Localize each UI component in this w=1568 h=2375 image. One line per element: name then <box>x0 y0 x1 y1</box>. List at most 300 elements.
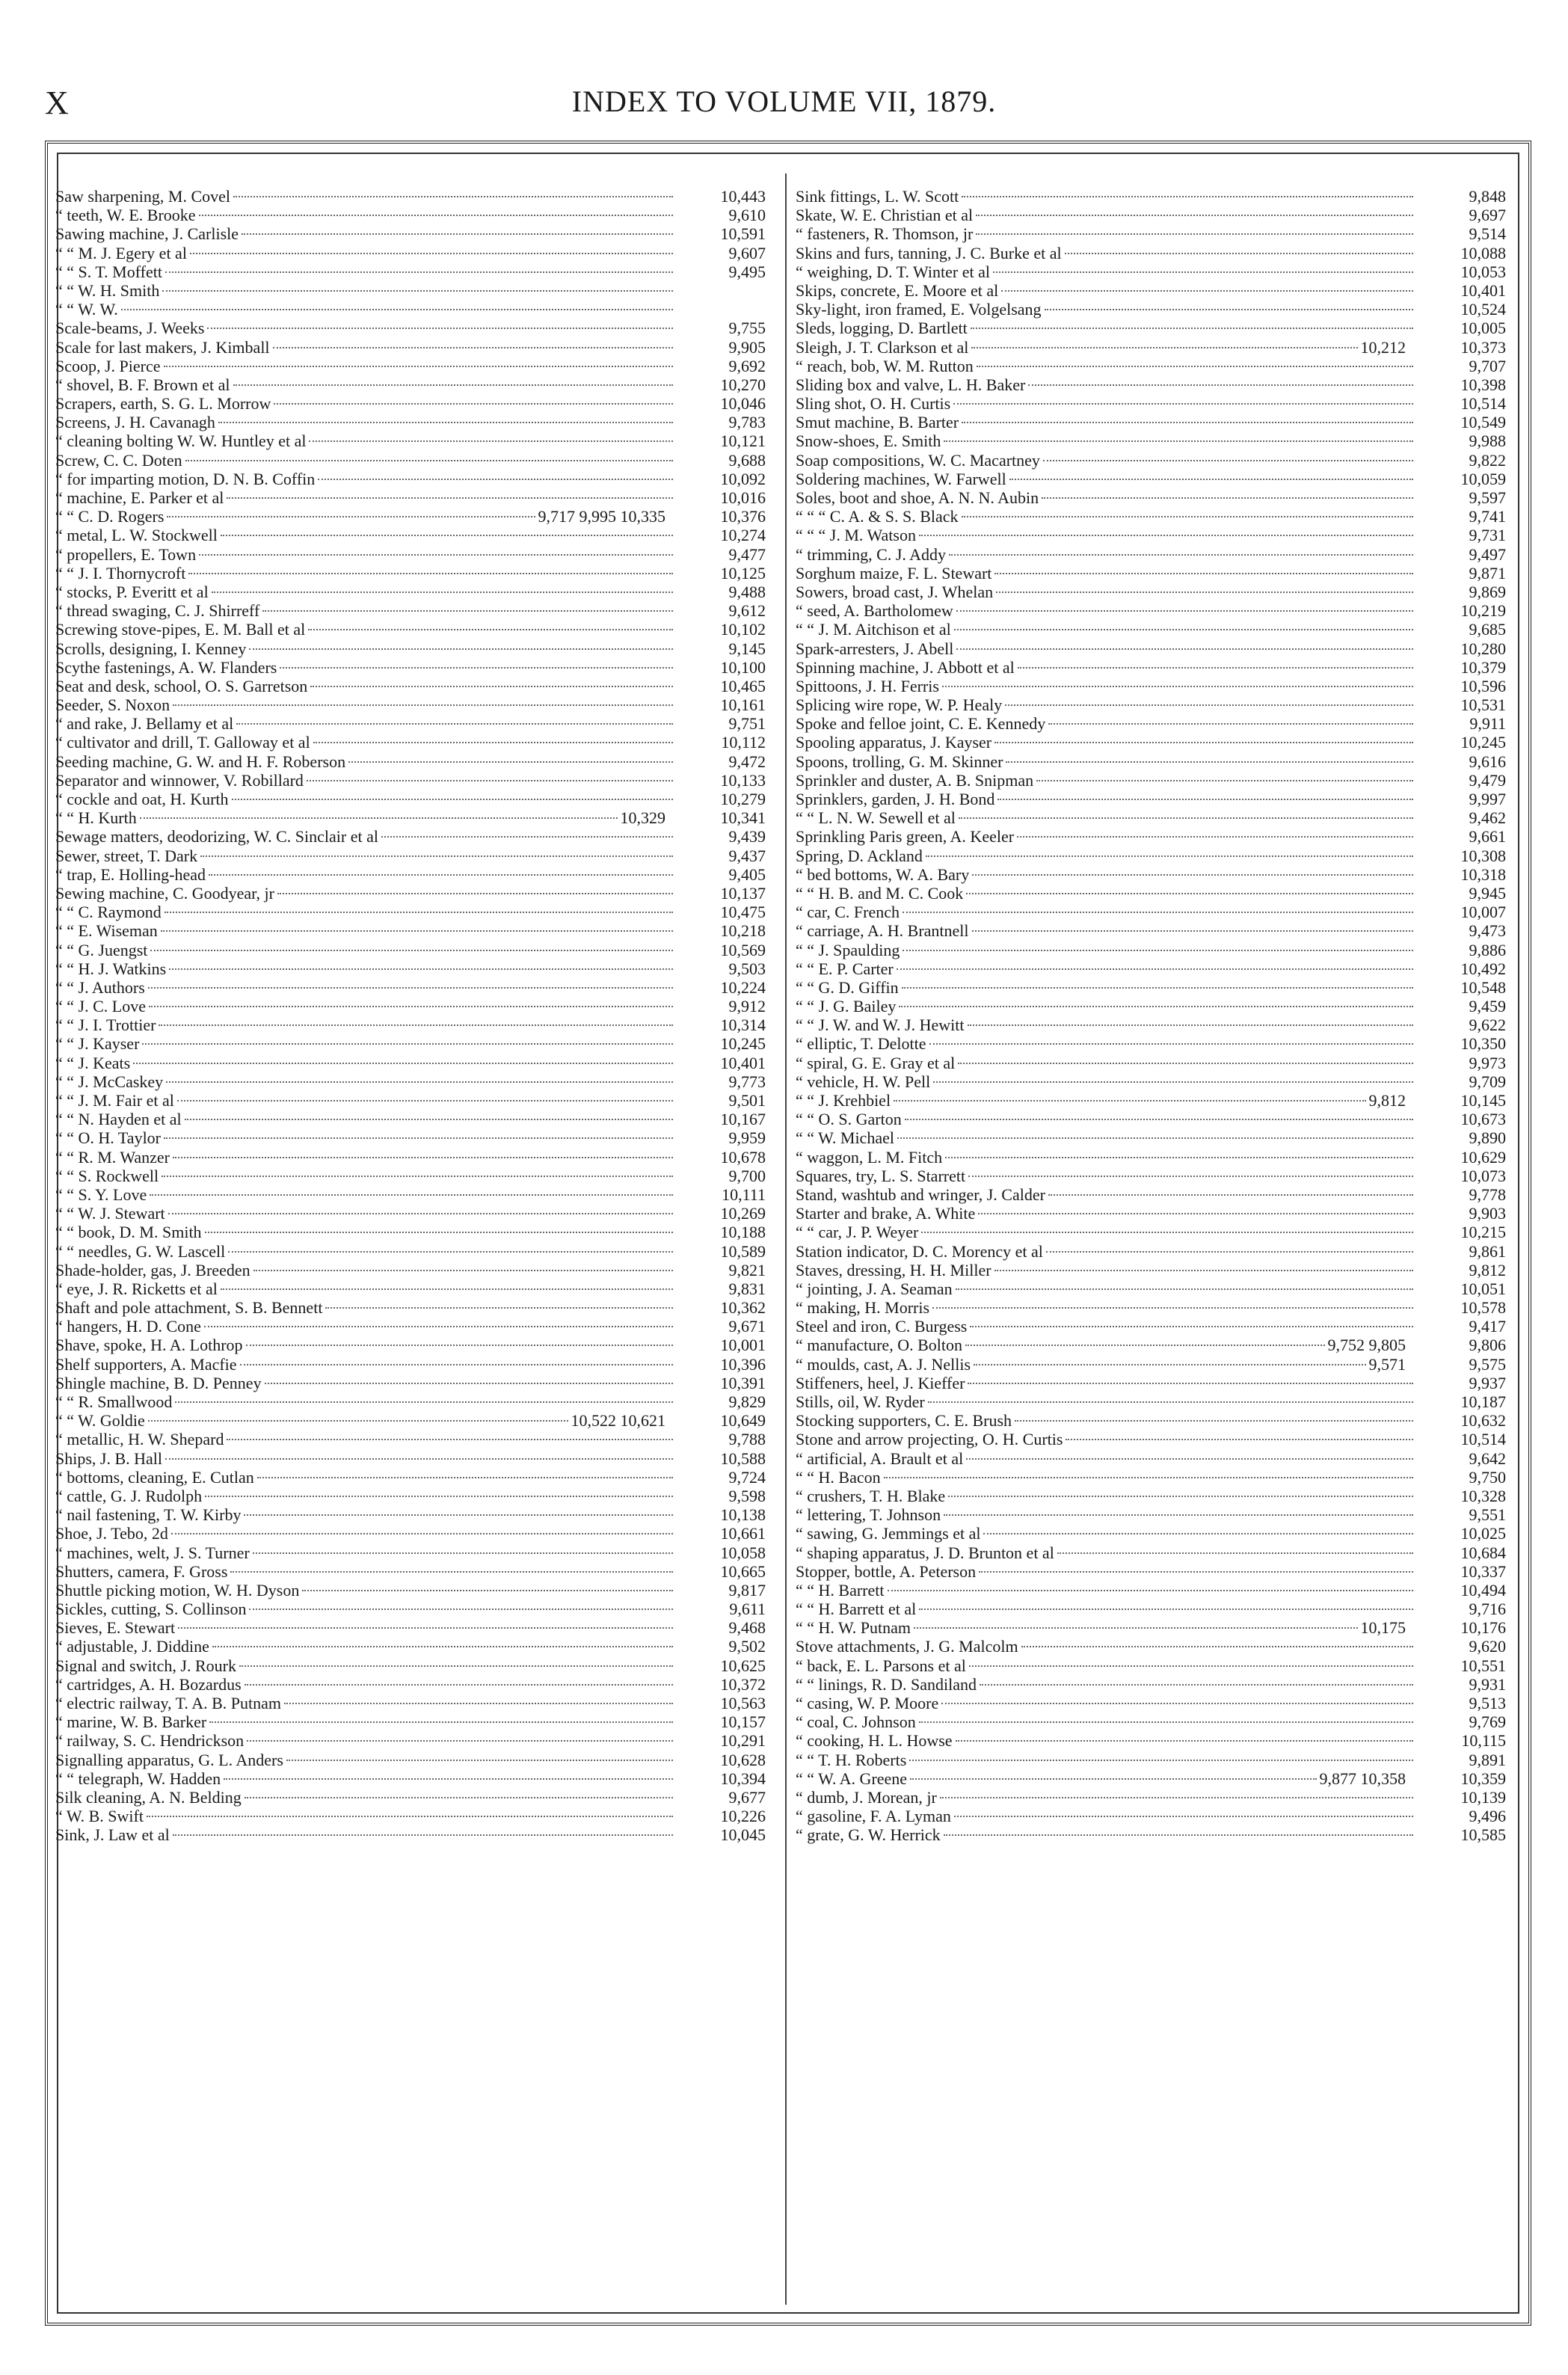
index-entry <box>796 583 1506 601</box>
entry-text: Steel and iron, C. Burgess <box>796 1317 968 1336</box>
leader-dots <box>1045 309 1413 310</box>
index-entry <box>796 1637 1506 1656</box>
entry-text: “ shaping apparatus, J. D. Brunton et al <box>796 1543 1054 1562</box>
entry-text: Sowers, broad cast, J. Whelan <box>796 582 994 601</box>
entry-text: Station indicator, D. C. Morency et al <box>796 1241 1043 1261</box>
index-entry <box>55 752 766 771</box>
leader-dots <box>945 1157 1413 1158</box>
entry-ref-number: 9,616 <box>1469 752 1506 771</box>
entry-ref-number: 10,314 <box>720 1016 766 1035</box>
index-entry <box>796 1261 1506 1279</box>
entry-ref-number: 10,226 <box>720 1807 766 1826</box>
entry-ref-number: 10,398 <box>1460 375 1506 394</box>
leader-dots <box>318 479 673 480</box>
entry-ref-number: 10,157 <box>720 1712 766 1732</box>
index-entry <box>55 1675 766 1694</box>
leader-dots <box>286 1760 673 1761</box>
page-title: INDEX TO VOLUME VII, 1879. <box>571 85 997 118</box>
entry-text: “ cockle and oat, H. Kurth <box>55 790 229 808</box>
leader-dots <box>956 1288 1413 1290</box>
entry-ref-number: 10,219 <box>1460 601 1506 621</box>
index-entry <box>55 1185 766 1204</box>
entry-ref-number: 9,692 <box>728 356 766 375</box>
leader-dots <box>309 440 673 442</box>
index-entry <box>55 1148 766 1167</box>
index-entry <box>55 319 766 337</box>
index-entry <box>796 752 1506 771</box>
index-entry <box>55 470 766 488</box>
leader-dots <box>1021 1646 1413 1647</box>
entry-text: “ “ C. Raymond <box>55 903 162 922</box>
index-entry <box>796 431 1506 450</box>
leader-dots <box>274 403 673 405</box>
index-entry <box>55 978 766 997</box>
entry-text: “ “ “ C. A. & S. S. Black <box>796 507 959 526</box>
leader-dots <box>140 817 618 819</box>
entry-ref-number: 9,479 <box>1469 770 1506 790</box>
leader-dots <box>1015 1420 1413 1422</box>
entry-text: Smut machine, B. Barter <box>796 413 959 432</box>
index-entry <box>796 658 1506 677</box>
index-entry <box>55 545 766 564</box>
entry-ref-number: 10,007 <box>1460 903 1506 922</box>
entry-ref-number: 10,045 <box>720 1825 766 1845</box>
entry-ref-number: 10,563 <box>720 1694 766 1712</box>
entry-ref-number: 9,622 <box>1469 1016 1506 1035</box>
entry-text: “ artificial, A. Brault et al <box>796 1448 964 1468</box>
leader-dots <box>209 874 673 876</box>
index-entry <box>796 978 1506 997</box>
entry-ref-number: 10,632 <box>1460 1411 1506 1431</box>
entry-text: “ cultivator and drill, T. Galloway et al <box>55 733 310 752</box>
entry-text: “ “ W. H. Smith <box>55 280 160 300</box>
leader-dots <box>224 1778 673 1780</box>
entry-text: Shade-holder, gas, J. Breeden <box>55 1260 250 1279</box>
entry-text: “ reach, bob, W. M. Rutton <box>796 356 974 375</box>
entry-text: Seat and desk, school, O. S. Garretson <box>55 676 308 695</box>
leader-dots <box>970 1326 1413 1327</box>
entry-ref-number: 10,678 <box>720 1147 766 1167</box>
index-entry <box>55 921 766 940</box>
index-entry <box>55 281 766 300</box>
index-entry <box>55 1769 766 1788</box>
entry-text: Seeder, S. Noxon <box>55 695 170 715</box>
entry-text: Stand, washtub and wringer, J. Calder <box>796 1185 1045 1204</box>
entry-ref-number: 10,187 <box>1460 1392 1506 1411</box>
index-entry <box>55 451 766 470</box>
leader-dots <box>944 1514 1413 1516</box>
index-entry <box>55 1788 766 1807</box>
index-entry <box>796 1788 1506 1807</box>
entry-text: “ “ J. Keats <box>55 1053 131 1072</box>
leader-dots <box>994 1270 1413 1271</box>
index-entry <box>796 1487 1506 1505</box>
index-entry <box>796 545 1506 564</box>
entry-text: “ “ H. W. Putnam <box>796 1618 911 1638</box>
leader-dots <box>956 610 1413 612</box>
entry-ref-number: 9,905 <box>728 337 766 357</box>
entry-text: Sorghum maize, F. L. Stewart <box>796 563 992 583</box>
entry-text: “ “ S. Y. Love <box>55 1185 147 1204</box>
entry-text: “ “ S. Rockwell <box>55 1166 159 1185</box>
entry-ref-number: 10,588 <box>720 1448 766 1468</box>
leader-dots <box>932 1307 1413 1309</box>
entry-text: Ships, J. B. Hall <box>55 1448 163 1468</box>
entry-ref-number: 10,373 <box>1460 337 1506 357</box>
entry-ref-number: 9,575 <box>1469 1354 1506 1374</box>
entry-ref-number: 9,688 <box>728 450 766 470</box>
index-entry <box>55 1618 766 1637</box>
entry-ref-number: 10,337 <box>1460 1561 1506 1581</box>
entry-text: “ “ car, J. P. Weyer <box>796 1223 919 1242</box>
entry-text: “ coal, C. Johnson <box>796 1712 916 1732</box>
leader-dots <box>150 950 673 951</box>
index-entry <box>55 1656 766 1675</box>
leader-dots <box>175 1401 673 1403</box>
entry-ref-number: 10,661 <box>720 1524 766 1543</box>
entry-ref-number: 9,861 <box>1469 1241 1506 1261</box>
entry-ref-number: 10,269 <box>720 1204 766 1223</box>
entry-extra-refs: 9,752 9,805 <box>1327 1336 1406 1355</box>
entry-text: “ “ J. McCaskey <box>55 1072 164 1091</box>
entry-extra-refs: 10,522 10,621 <box>571 1411 665 1431</box>
leader-dots <box>962 422 1413 423</box>
leader-dots <box>1009 479 1413 480</box>
index-entry <box>796 338 1506 357</box>
index-entry <box>796 206 1506 224</box>
entry-ref-number: 9,462 <box>1469 808 1506 828</box>
index-entry <box>796 375 1506 394</box>
index-entry <box>796 281 1506 300</box>
entry-ref-number: 10,596 <box>1460 676 1506 695</box>
index-entry <box>796 1751 1506 1769</box>
entry-ref-number: 10,531 <box>1460 695 1506 715</box>
index-entry <box>55 1091 766 1110</box>
entry-ref-number: 9,812 <box>1469 1260 1506 1279</box>
entry-ref-number: 10,167 <box>720 1110 766 1129</box>
leader-dots <box>227 497 673 499</box>
entry-text: “ shovel, B. F. Brown et al <box>55 375 230 394</box>
entry-ref-number: 9,973 <box>1469 1053 1506 1072</box>
entry-ref-number: 9,642 <box>1469 1448 1506 1468</box>
leader-dots <box>994 742 1413 743</box>
entry-text: Staves, dressing, H. H. Miller <box>796 1260 991 1279</box>
leader-dots <box>928 1401 1413 1403</box>
leader-dots <box>972 930 1413 932</box>
entry-ref-number: 9,671 <box>728 1317 766 1336</box>
entry-text: Scale for last makers, J. Kimball <box>55 337 270 357</box>
index-entry <box>55 1167 766 1185</box>
entry-text: Shave, spoke, H. A. Lothrop <box>55 1336 243 1355</box>
entry-text: Sling shot, O. H. Curtis <box>796 394 951 414</box>
leader-dots <box>1006 761 1413 763</box>
entry-text: Sink fittings, L. W. Scott <box>796 187 959 206</box>
entry-text: “ moulds, cast, A. J. Nellis <box>796 1354 971 1374</box>
leader-dots <box>962 516 1413 517</box>
index-entry <box>796 224 1506 243</box>
entry-ref-number: 9,911 <box>1469 714 1506 734</box>
entry-text: Separator and winnower, V. Robillard <box>55 770 304 790</box>
entry-text: Stopper, bottle, A. Peterson <box>796 1561 977 1581</box>
leader-dots <box>968 1176 1413 1177</box>
entry-text: “ “ J. Authors <box>55 977 145 997</box>
index-entry <box>796 1807 1506 1825</box>
leader-dots <box>949 554 1413 556</box>
entry-text: “ propellers, E. Town <box>55 544 197 564</box>
index-entry <box>55 375 766 394</box>
entry-ref-number: 9,890 <box>1469 1128 1506 1148</box>
entry-text: “ stocks, P. Everitt et al <box>55 582 209 601</box>
entry-text: “ bottoms, cleaning, E. Cutlan <box>55 1467 254 1487</box>
index-entry <box>796 1543 1506 1562</box>
entry-ref-number: 9,783 <box>728 413 766 432</box>
leader-dots <box>166 1081 673 1083</box>
index-entry <box>796 319 1506 337</box>
index-entry <box>55 1204 766 1223</box>
index-entry <box>55 1731 766 1750</box>
entry-ref-number: 9,145 <box>728 639 766 658</box>
index-entry <box>796 1712 1506 1731</box>
index-entry <box>796 865 1506 884</box>
index-entry <box>796 1581 1506 1600</box>
entry-text: Shelf supporters, A. Macfie <box>55 1354 237 1374</box>
index-entry <box>55 1600 766 1618</box>
entry-ref-number: 10,492 <box>1460 959 1506 978</box>
leader-dots <box>933 1081 1413 1083</box>
leader-dots <box>914 1627 1358 1629</box>
entry-text: “ “ H. Bacon <box>796 1467 881 1487</box>
entry-ref-number: 10,549 <box>1460 413 1506 432</box>
entry-ref-number: 10,328 <box>1460 1486 1506 1505</box>
entry-ref-number: 10,578 <box>1460 1298 1506 1318</box>
entry-ref-number: 10,073 <box>1460 1166 1506 1185</box>
leader-dots <box>173 1157 673 1158</box>
index-entry <box>796 1694 1506 1712</box>
entry-extra-refs: 9,812 <box>1368 1091 1406 1110</box>
entry-ref-number: 9,806 <box>1469 1336 1506 1355</box>
index-entry <box>796 1505 1506 1524</box>
index-entry <box>55 714 766 733</box>
leader-dots <box>171 1533 673 1534</box>
index-entry <box>796 733 1506 752</box>
entry-ref-number: 10,188 <box>720 1223 766 1242</box>
index-entry <box>55 677 766 695</box>
leader-dots <box>919 1609 1413 1610</box>
index-entry <box>55 620 766 639</box>
leader-dots <box>944 1834 1413 1836</box>
index-entry <box>796 1336 1506 1354</box>
entry-text: “ railway, S. C. Hendrickson <box>55 1731 245 1751</box>
leader-dots <box>897 968 1413 970</box>
leader-dots <box>188 573 673 574</box>
entry-text: “ cleaning bolting W. W. Huntley et al <box>55 431 307 451</box>
leader-dots <box>209 1721 673 1723</box>
entry-text: Spooling apparatus, J. Kayser <box>796 733 992 752</box>
entry-text: Shutters, camera, F. Gross <box>55 1561 228 1581</box>
index-entry <box>796 827 1506 846</box>
index-entry <box>55 1392 766 1411</box>
entry-text: Sewage matters, deodorizing, W. C. Sinclair et al <box>55 827 378 847</box>
entry-text: “ sawing, G. Jemmings et al <box>796 1524 981 1543</box>
index-entry <box>796 394 1506 413</box>
entry-text: “ nail fastening, T. W. Kirby <box>55 1505 242 1525</box>
leader-dots <box>1043 460 1413 461</box>
leader-dots <box>233 196 673 197</box>
entry-ref-number: 10,215 <box>1460 1223 1506 1242</box>
index-entry <box>55 658 766 677</box>
entry-text: “ seed, A. Bartholomew <box>796 601 953 621</box>
entry-ref-number: 10,318 <box>1460 864 1506 884</box>
leader-dots <box>245 1797 673 1798</box>
entry-ref-number: 10,350 <box>1460 1034 1506 1054</box>
leader-dots <box>888 1590 1414 1591</box>
leader-dots <box>265 1383 673 1384</box>
entry-ref-number: 10,376 <box>720 507 766 526</box>
leader-dots <box>940 1797 1413 1798</box>
leader-dots <box>205 1496 673 1497</box>
entry-ref-number: 9,755 <box>728 319 766 338</box>
leader-dots <box>249 648 673 650</box>
entry-ref-number: 9,513 <box>1469 1694 1506 1712</box>
leader-dots <box>142 1043 673 1045</box>
leader-dots <box>159 1024 673 1026</box>
index-entry <box>55 1242 766 1261</box>
leader-dots <box>979 1571 1413 1573</box>
leader-dots <box>996 592 1413 593</box>
leader-dots <box>228 1251 673 1253</box>
entry-ref-number: 9,661 <box>1469 827 1506 847</box>
leader-dots <box>968 1383 1413 1384</box>
entry-text: “ “ J. I. Thornycroft <box>55 563 186 583</box>
entry-text: “ “ M. J. Egery et al <box>55 243 187 262</box>
leader-dots <box>980 1684 1413 1686</box>
entry-text: Scoop, J. Pierce <box>55 356 161 375</box>
index-entry <box>55 1016 766 1034</box>
entry-ref-number: 9,707 <box>1469 356 1506 375</box>
leader-dots <box>148 987 673 989</box>
entry-ref-number: 10,551 <box>1460 1656 1506 1675</box>
entry-ref-number: 10,133 <box>720 770 766 790</box>
entry-ref-number: 10,059 <box>1460 469 1506 488</box>
index-entry <box>796 488 1506 507</box>
leader-dots <box>313 742 673 743</box>
entry-ref-number: 9,959 <box>728 1128 766 1148</box>
entry-ref-number: 10,524 <box>1460 300 1506 319</box>
leader-dots <box>310 686 673 687</box>
entry-text: “ “ needles, G. W. Lascell <box>55 1241 226 1261</box>
entry-ref-number: 9,439 <box>728 827 766 847</box>
index-entry <box>55 1034 766 1053</box>
index-entry <box>796 997 1506 1016</box>
entry-ref-number: 10,100 <box>720 657 766 677</box>
entry-text: Stills, oil, W. Ryder <box>796 1392 925 1411</box>
index-entry <box>55 1751 766 1769</box>
leader-dots <box>1042 497 1413 499</box>
entry-ref-number: 10,125 <box>720 563 766 583</box>
index-entry <box>55 583 766 601</box>
leader-dots <box>204 1326 673 1327</box>
entry-ref-number: 10,665 <box>720 1561 766 1581</box>
leader-dots <box>233 384 674 386</box>
leader-dots <box>165 271 673 273</box>
leader-dots <box>958 1063 1413 1064</box>
leader-dots <box>307 780 673 781</box>
leader-dots <box>1018 667 1413 669</box>
leader-dots <box>165 1458 673 1460</box>
index-entry <box>55 827 766 846</box>
index-entry <box>55 1336 766 1354</box>
entry-text: Sliding box and valve, L. H. Baker <box>796 375 1026 394</box>
entry-ref-number: 9,731 <box>1469 526 1506 545</box>
entry-text: Stiffeners, heel, J. Kieffer <box>796 1373 965 1392</box>
index-entry <box>55 526 766 544</box>
entry-text: “ weighing, D. T. Winter et al <box>796 262 990 281</box>
leader-dots <box>284 1703 673 1704</box>
entry-text: Scale-beams, J. Weeks <box>55 319 205 338</box>
leader-dots <box>905 1119 1413 1120</box>
leader-dots <box>262 610 673 612</box>
entry-text: Spoke and felloe joint, C. E. Kennedy <box>796 714 1046 734</box>
entry-ref-number: 10,341 <box>720 808 766 828</box>
leader-dots <box>246 1345 673 1346</box>
index-entry <box>55 695 766 714</box>
index-entry <box>55 1543 766 1562</box>
index-entry <box>796 1600 1506 1618</box>
entry-text: Sleds, logging, D. Bartlett <box>796 319 968 338</box>
entry-text: “ “ J. C. Love <box>55 997 146 1016</box>
entry-text: “ “ R. Smallwood <box>55 1392 173 1411</box>
entry-ref-number: 10,005 <box>1460 319 1506 338</box>
entry-ref-number: 10,176 <box>1460 1618 1506 1638</box>
index-entry <box>796 357 1506 375</box>
index-entry <box>796 187 1506 206</box>
leader-dots <box>1036 780 1413 781</box>
index-entry <box>796 941 1506 959</box>
entry-ref-number: 9,848 <box>1469 187 1506 206</box>
leader-dots <box>968 1024 1414 1026</box>
entry-text: “ “ G. D. Giffin <box>796 977 899 997</box>
leader-dots <box>245 1684 673 1686</box>
entry-ref-number: 10,115 <box>1461 1731 1506 1751</box>
entry-text: Spittoons, J. H. Ferris <box>796 676 939 695</box>
index-entry <box>796 1054 1506 1072</box>
leader-dots <box>926 855 1413 857</box>
entry-text: “ dumb, J. Morean, jr <box>796 1787 937 1807</box>
leader-dots <box>190 253 673 254</box>
entry-ref-number: 10,280 <box>1460 639 1506 658</box>
entry-ref-number: 10,001 <box>720 1336 766 1355</box>
entry-text: “ cartridges, A. H. Bozardus <box>55 1674 242 1694</box>
leader-dots <box>941 1703 1413 1704</box>
entry-ref-number: 10,628 <box>720 1750 766 1769</box>
entry-ref-number: 9,817 <box>728 1580 766 1600</box>
index-entry <box>796 1204 1506 1223</box>
entry-text: Spring, D. Ackland <box>796 846 923 865</box>
leader-dots <box>232 799 673 800</box>
index-entry <box>796 1016 1506 1034</box>
index-entry <box>55 431 766 450</box>
index-entry <box>55 771 766 790</box>
entry-ref-number: 9,871 <box>1469 563 1506 583</box>
index-entry <box>796 1317 1506 1336</box>
index-entry <box>796 564 1506 583</box>
leader-dots <box>903 950 1413 951</box>
entry-ref-number: 10,401 <box>720 1053 766 1072</box>
index-entry <box>55 1562 766 1581</box>
entry-text: “ vehicle, H. W. Pell <box>796 1072 931 1091</box>
entry-ref-number: 10,391 <box>720 1373 766 1392</box>
entry-text: Sprinkler and duster, A. B. Snipman <box>796 770 1034 790</box>
